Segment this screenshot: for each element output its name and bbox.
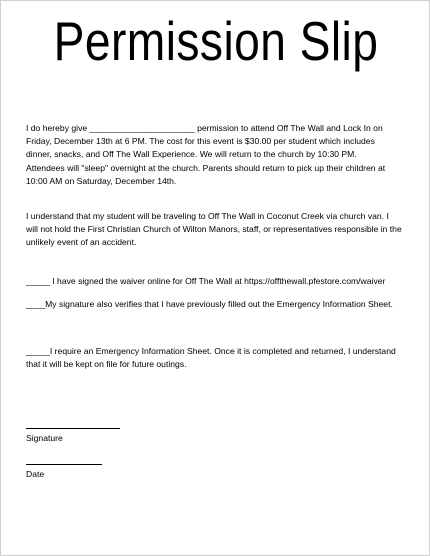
page-title: Permission Slip [53,10,379,72]
date-line [26,464,102,465]
text-line: unlikely event of an accident. [26,237,137,248]
text-line: _____ I have signed the waiver online for Off The Wall at https://offthewall.pfestore.com/waiver [26,276,386,286]
liability-paragraph [26,210,408,250]
date-label: Date [26,469,45,479]
text-line: 10:00 AM on Saturday, December 14th. [26,175,177,186]
text-line: I understand that my student will be traveling to Off The Wall in Coconut Creek via church van. I [26,211,389,221]
emergency-verify-checkline [26,298,408,311]
emergency-sheet-paragraph [26,345,408,371]
signature-label: Signature [26,433,63,443]
text-line: Attendees will "sleep" overnight at the church. Parents should return to pick up their children at [26,162,386,173]
text-line: ____My signature also verifies that I have previously filled out the Emergency Information Sheet. [26,299,393,309]
text-line: dinner, snacks, and Off The Wall Experience. We will return to the church by 10:30 PM. [26,149,357,160]
event-details-paragraph [26,122,408,188]
text-line: that it will be kept on file for future outings. [26,359,187,370]
text-line: will not hold the First Christian Church of Wilton Manors, staff, or representatives responsible in the [26,224,402,235]
text-line: Friday, December 13th at 6 PM. The cost for this event is $30.00 per student which includes [26,136,375,147]
text-line: _____I require an Emergency Information Sheet. Once it is completed and returned, I understand [26,346,396,356]
waiver-checkline [26,275,408,288]
text-line: I do hereby give ______________________ permission to attend Off The Wall and Lock In on [26,123,383,133]
signature-line [26,428,120,429]
